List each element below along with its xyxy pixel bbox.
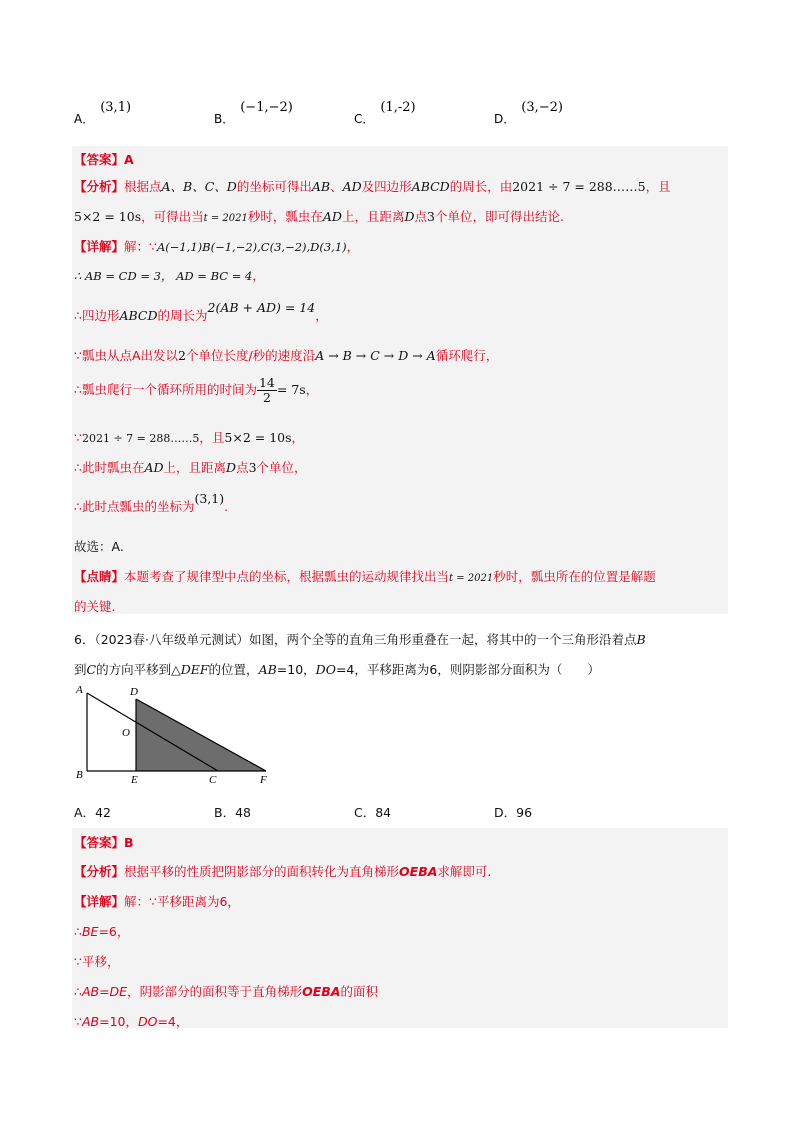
label-o: O bbox=[122, 727, 130, 739]
text: 根据平移的性质把阴影部分的面积转化为直角梯形 bbox=[124, 864, 400, 879]
q5-comment-line-2 bbox=[74, 597, 115, 615]
math: = 7s bbox=[276, 382, 306, 397]
text: ，且 bbox=[645, 179, 671, 194]
q6-analysis-line bbox=[74, 862, 491, 880]
text: ∴ bbox=[74, 924, 82, 939]
text: ∵瓢虫从点A出发以 bbox=[74, 348, 179, 363]
text: =10， bbox=[276, 662, 316, 677]
text: ∴瓢虫爬行一个循环所用的时间为 bbox=[74, 382, 257, 397]
math: DO bbox=[137, 1014, 158, 1029]
text: 点 bbox=[414, 209, 427, 224]
math: AB bbox=[258, 662, 277, 677]
q5-option-b bbox=[214, 100, 293, 127]
label-d: D bbox=[130, 686, 138, 698]
option-label: B． bbox=[214, 805, 236, 820]
math: BE bbox=[81, 924, 99, 939]
text: 根据点 bbox=[124, 179, 162, 194]
q5-option-a bbox=[74, 100, 131, 127]
text: =10， bbox=[99, 1014, 138, 1029]
math: OEBA bbox=[399, 864, 438, 879]
math: 3 bbox=[427, 209, 435, 224]
q6-option-b bbox=[214, 803, 251, 821]
text: ， bbox=[305, 382, 319, 397]
fraction bbox=[257, 376, 277, 405]
q5-detail-line-8 bbox=[74, 491, 229, 515]
text: . bbox=[224, 499, 229, 514]
math: 2 bbox=[178, 348, 186, 363]
text: ，且 bbox=[199, 430, 225, 445]
text: ， bbox=[315, 308, 328, 323]
option-label: C． bbox=[354, 805, 376, 820]
option-label: D． bbox=[494, 112, 516, 126]
text: 及四边形 bbox=[361, 179, 412, 194]
text: 、 bbox=[330, 179, 343, 194]
label-a: A bbox=[76, 684, 83, 696]
text: ∴此时瓢虫在 bbox=[74, 460, 145, 475]
q5-option-c bbox=[354, 100, 416, 127]
option-value: (3,1) bbox=[100, 100, 132, 115]
choice-text: 故选：A. bbox=[74, 539, 124, 554]
q5-detail-line-7 bbox=[74, 458, 307, 476]
text: ∴四边形 bbox=[74, 308, 120, 323]
detail-tag: 【详解】 bbox=[74, 894, 125, 909]
text: ，可得出当 bbox=[141, 209, 204, 224]
text: ， bbox=[291, 430, 305, 445]
text: =6， bbox=[98, 924, 130, 939]
text: 循环爬行， bbox=[435, 348, 499, 363]
math: ∴ AB = CD = 3， AD = BC = 4 bbox=[74, 269, 253, 283]
text: 本题考查了规律型中点的坐标，根据瓢虫的运动规律找出当 bbox=[124, 569, 450, 584]
text: ∵ bbox=[74, 430, 82, 445]
option-value: 84 bbox=[375, 805, 392, 820]
math: C bbox=[86, 662, 97, 677]
math: ABCD bbox=[119, 308, 158, 323]
analysis-tag: 【分析】 bbox=[74, 864, 125, 879]
text: 解：∵ bbox=[124, 239, 157, 254]
math: A(−1,1)B(−1,−2),C(3,−2),D(3,1) bbox=[156, 240, 347, 254]
option-value: 96 bbox=[516, 805, 533, 820]
q5-detail-line-1 bbox=[74, 237, 359, 255]
q5-detail-line-5 bbox=[74, 376, 318, 405]
math: AD bbox=[322, 209, 342, 224]
option-label: A． bbox=[74, 112, 95, 126]
q5-analysis-line-1 bbox=[74, 177, 671, 195]
math: OEBA bbox=[302, 984, 341, 999]
math: AB=DE bbox=[81, 984, 128, 999]
math: A → B → C → D → A bbox=[315, 348, 436, 363]
numerator: 14 bbox=[258, 375, 275, 390]
q6-detail-line-1 bbox=[74, 892, 240, 910]
text: 秒时，瓢虫在 bbox=[247, 209, 323, 224]
text: 个单位，即可得出结论. bbox=[434, 209, 564, 224]
text: 的坐标可得出 bbox=[236, 179, 312, 194]
q6-option-c bbox=[354, 803, 391, 821]
text: ∴此时点瓢虫的坐标为 bbox=[74, 499, 195, 514]
text: 的周长为 bbox=[157, 308, 208, 323]
text: =4，平移距离为6，则阴影部分面积为（ ） bbox=[335, 662, 600, 677]
text: ， bbox=[252, 268, 265, 283]
option-label: D． bbox=[494, 805, 517, 820]
text: 个单位长度/秒的速度沿 bbox=[185, 348, 316, 363]
q6-option-a bbox=[74, 803, 111, 821]
math: ABCD bbox=[411, 179, 450, 194]
math: AB bbox=[81, 1014, 100, 1029]
text: 上，且距离 bbox=[341, 209, 405, 224]
math: 5×2 = 10s bbox=[74, 209, 142, 224]
q6-stem-line-1 bbox=[74, 630, 646, 648]
math: 2021 ÷ 7 = 288……5 bbox=[512, 179, 646, 194]
math: 2021 ÷ 7 = 288……5 bbox=[81, 432, 200, 445]
text: 点 bbox=[236, 460, 249, 475]
q6-detail-line-2 bbox=[74, 922, 129, 940]
text: ， bbox=[346, 239, 360, 254]
option-label: B． bbox=[214, 112, 235, 126]
q5-comment-line-1 bbox=[74, 567, 656, 585]
math: AB bbox=[311, 179, 331, 194]
answer-tag: 【答案】 bbox=[74, 152, 125, 167]
text: 6．（2023春·八年级单元测试）如图，两个全等的直角三角形重叠在一起，将其中的一个三角形沿着点 bbox=[74, 632, 637, 647]
translation-figure bbox=[70, 680, 280, 786]
math: D bbox=[226, 460, 237, 475]
text: ∴ bbox=[74, 984, 82, 999]
option-value: (1,-2) bbox=[380, 100, 416, 115]
text: 的方向平移到 bbox=[96, 662, 172, 677]
q5-answer-line bbox=[74, 150, 134, 168]
label-b: B bbox=[76, 769, 83, 781]
q6-detail-line-4 bbox=[74, 982, 378, 1000]
option-label: A． bbox=[74, 805, 96, 820]
option-value: 48 bbox=[235, 805, 251, 820]
text: 的周长，由 bbox=[449, 179, 513, 194]
text: =4， bbox=[157, 1014, 189, 1029]
analysis-tag: 【分析】 bbox=[74, 179, 125, 194]
q5-detail-line-4 bbox=[74, 346, 498, 364]
label-f: F bbox=[260, 774, 267, 786]
comment-tag: 【点睛】 bbox=[74, 569, 125, 584]
option-label: C． bbox=[354, 112, 375, 126]
option-value: (−1,−2) bbox=[240, 100, 293, 115]
text: 的关键. bbox=[74, 599, 116, 614]
math: A、B、C、D bbox=[161, 179, 237, 194]
math: D bbox=[404, 209, 415, 224]
text: ∵ bbox=[74, 1014, 82, 1029]
math: △DEF bbox=[171, 662, 209, 677]
q6-detail-line-3 bbox=[74, 952, 119, 970]
math: (3,1) bbox=[194, 491, 225, 506]
text: ∵平移， bbox=[74, 954, 120, 969]
text: 上，且距离 bbox=[163, 460, 227, 475]
denominator: 2 bbox=[262, 390, 271, 405]
math: t = 2021 bbox=[449, 573, 494, 584]
math: DO bbox=[315, 662, 336, 677]
math: 2(AB + AD) = 14 bbox=[207, 300, 316, 315]
math: AD bbox=[342, 179, 362, 194]
math: 3 bbox=[248, 460, 257, 475]
text: 求解即可. bbox=[437, 864, 492, 879]
option-value: (3,−2) bbox=[521, 100, 563, 115]
math: 5×2 = 10s bbox=[224, 430, 292, 445]
q5-detail-line-6 bbox=[74, 428, 304, 446]
q5-detail-line-2 bbox=[74, 266, 265, 284]
q6-option-d bbox=[494, 803, 532, 821]
option-value: 42 bbox=[95, 805, 111, 820]
q5-detail-line-3 bbox=[74, 300, 328, 324]
text: 的面积 bbox=[340, 984, 378, 999]
text: 的位置， bbox=[208, 662, 259, 677]
text: 秒时，瓢虫所在的位置是解题 bbox=[493, 569, 656, 584]
answer-tag: 【答案】 bbox=[74, 835, 125, 850]
math: AD bbox=[144, 460, 164, 475]
label-e: E bbox=[131, 774, 138, 786]
text: 个单位， bbox=[256, 460, 307, 475]
answer-value: B bbox=[124, 835, 134, 850]
detail-tag: 【详解】 bbox=[74, 239, 125, 254]
answer-value: A bbox=[124, 152, 134, 167]
q6-answer-line bbox=[74, 833, 134, 851]
label-c: C bbox=[209, 774, 217, 786]
q5-choice-line bbox=[74, 537, 124, 555]
text: 到 bbox=[74, 662, 87, 677]
math: B bbox=[636, 632, 646, 647]
text: ，阴影部分的面积等于直角梯形 bbox=[127, 984, 303, 999]
q6-stem-line-2 bbox=[74, 660, 600, 678]
q5-option-d bbox=[494, 100, 563, 127]
text: 解：∵平移距离为6， bbox=[124, 894, 240, 909]
q5-analysis-line-2 bbox=[74, 207, 564, 225]
math: t = 2021 bbox=[203, 213, 248, 224]
q6-detail-line-5 bbox=[74, 1012, 188, 1030]
